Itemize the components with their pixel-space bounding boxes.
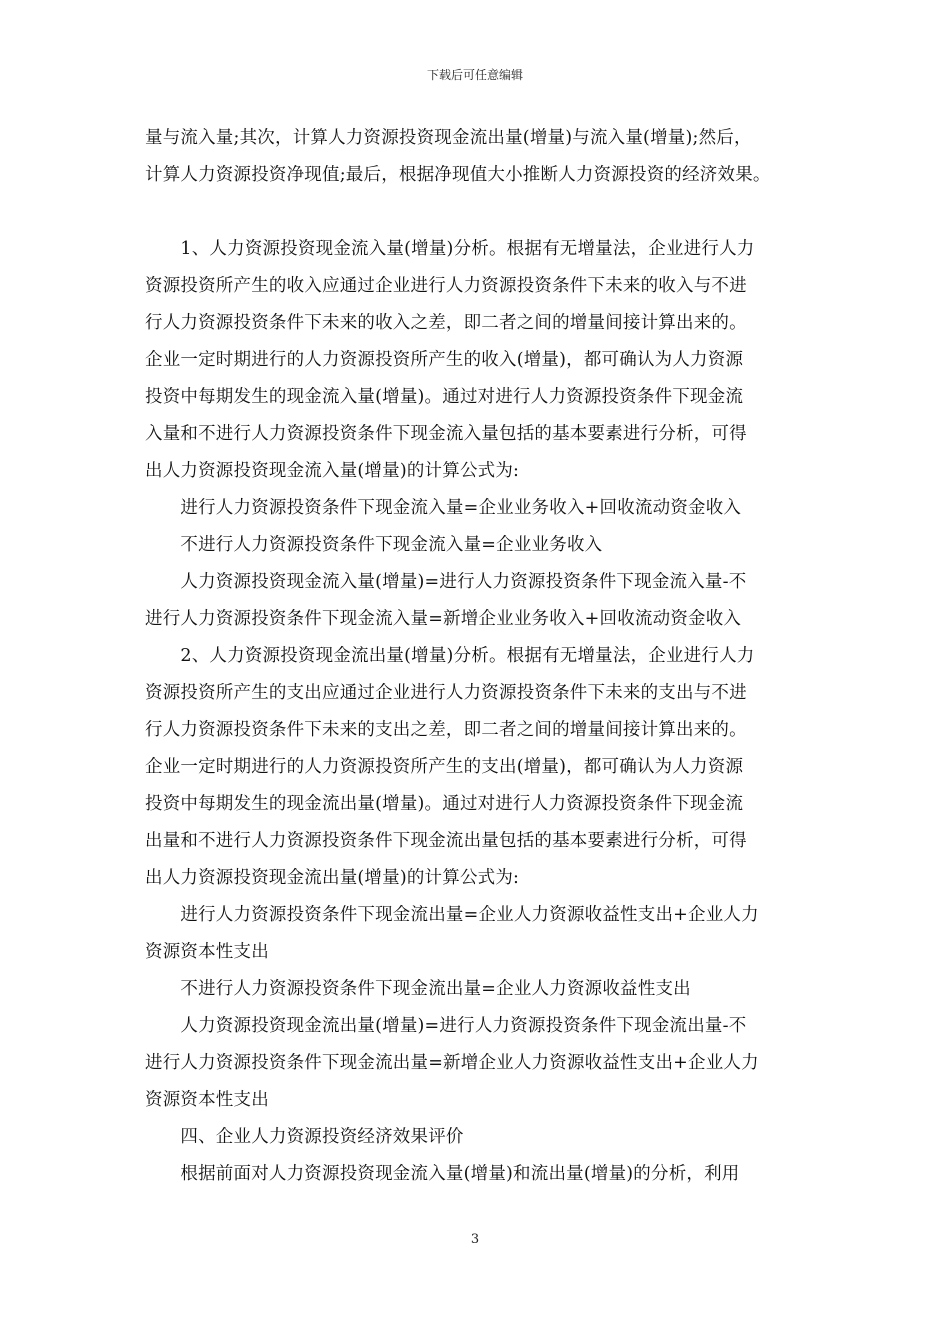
- formula-line: 不进行人力资源投资条件下现金流出量=企业人力资源收益性支出: [145, 979, 691, 999]
- formula-line: 人力资源投资现金流入量(增量)=进行人力资源投资条件下现金流入量-不: [145, 572, 747, 592]
- formula-line: 进行人力资源投资条件下现金流出量=新增企业人力资源收益性支出+企业人力: [145, 1053, 759, 1073]
- text-line: 资源投资所产生的支出应通过企业进行人力资源投资条件下未来的支出与不进: [145, 683, 747, 703]
- page-header: 下载后可任意编辑: [426, 68, 523, 82]
- text-line: 行人力资源投资条件下未来的支出之差，即二者之间的增量间接计算出来的。: [145, 720, 747, 740]
- text-line: 计算人力资源投资净现值;最后，根据净现值大小推断人力资源投资的经济效果。: [145, 165, 771, 185]
- text-line: 出量和不进行人力资源投资条件下现金流出量包括的基本要素进行分析，可得: [145, 831, 747, 851]
- text-line: 行人力资源投资条件下未来的收入之差，即二者之间的增量间接计算出来的。: [145, 313, 747, 333]
- formula-line: 进行人力资源投资条件下现金流入量=新增企业业务收入+回收流动资金收入: [145, 609, 742, 629]
- section-evaluation: [145, 1119, 810, 1193]
- text-line: 1、人力资源投资现金流入量(增量)分析。根据有无增量法，企业进行人力: [145, 239, 755, 259]
- text-line: 出人力资源投资现金流入量(增量)的计算公式为:: [145, 461, 520, 481]
- text-line: 企业一定时期进行的人力资源投资所产生的收入(增量)，都可确认为人力资源: [145, 350, 744, 370]
- section-cash-inflow: [145, 231, 810, 638]
- text-line: 投资中每期发生的现金流入量(增量)。通过对进行人力资源投资条件下现金流: [145, 387, 744, 407]
- text-line: 根据前面对人力资源投资现金流入量(增量)和流出量(增量)的分析，利用: [145, 1164, 740, 1184]
- formula-line: 资源资本性支出: [145, 942, 269, 962]
- text-line: 投资中每期发生的现金流出量(增量)。通过对进行人力资源投资条件下现金流: [145, 794, 744, 814]
- page-number: 3: [470, 1232, 480, 1247]
- formula-line: 不进行人力资源投资条件下现金流入量=企业业务收入: [145, 535, 603, 555]
- formula-line: 人力资源投资现金流出量(增量)=进行人力资源投资条件下现金流出量-不: [145, 1016, 747, 1036]
- formula-line: 进行人力资源投资条件下现金流出量=企业人力资源收益性支出+企业人力: [145, 905, 759, 925]
- formula-line: 进行人力资源投资条件下现金流入量=企业业务收入+回收流动资金收入: [145, 498, 742, 518]
- text-line: 入量和不进行人力资源投资条件下现金流入量包括的基本要素进行分析，可得: [145, 424, 747, 444]
- paragraph-gap: [145, 194, 810, 231]
- paragraph-top: [145, 120, 810, 194]
- text-line: 企业一定时期进行的人力资源投资所产生的支出(增量)，都可确认为人力资源: [145, 757, 744, 777]
- body-text: [145, 120, 810, 1193]
- text-line: 出人力资源投资现金流出量(增量)的计算公式为:: [145, 868, 520, 888]
- text-line: 量与流入量;其次，计算人力资源投资现金流出量(增量)与流入量(增量);然后，: [145, 128, 752, 148]
- text-line: 2、人力资源投资现金流出量(增量)分析。根据有无增量法，企业进行人力: [145, 646, 755, 666]
- text-line: 资源投资所产生的收入应通过企业进行人力资源投资条件下未来的收入与不进: [145, 276, 747, 296]
- formula-line: 资源资本性支出: [145, 1090, 269, 1110]
- section-cash-outflow: [145, 638, 810, 1119]
- section-heading: 四、企业人力资源投资经济效果评价: [145, 1127, 464, 1147]
